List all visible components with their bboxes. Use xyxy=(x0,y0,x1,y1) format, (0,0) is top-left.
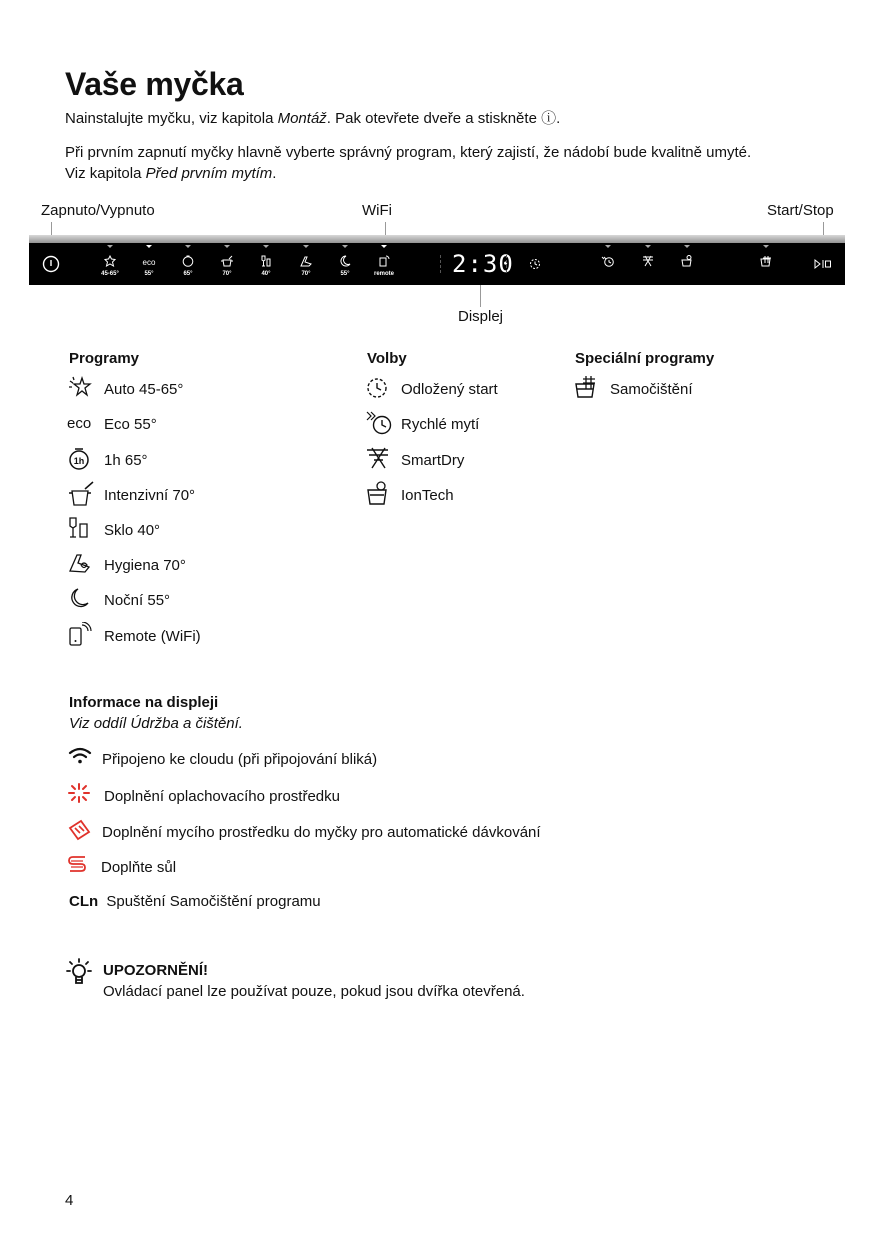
iontech-icon xyxy=(365,481,393,507)
panel-option-smartdry[interactable] xyxy=(635,243,661,285)
indicator-triangle xyxy=(303,245,309,248)
page-title: Vaše myčka xyxy=(65,66,244,102)
cln-label: Spuštění Samočištění programu xyxy=(106,893,321,910)
self-clean-icon xyxy=(759,255,773,267)
note-title: UPOZORNĚNÍ! xyxy=(103,962,208,979)
display-info-item: Doplnění oplachovacího prostředku xyxy=(67,782,667,810)
callout-start-stop: Start/Stop xyxy=(767,202,834,219)
option-item: SmartDry xyxy=(365,446,565,474)
display-info-item: Doplňte sůl xyxy=(67,853,667,881)
smartdry-icon xyxy=(641,255,655,267)
salt-icon xyxy=(67,853,95,879)
auto-icon xyxy=(103,255,117,267)
panel-special-self-clean[interactable] xyxy=(753,243,779,285)
auto-icon xyxy=(67,375,95,401)
indicator-triangle xyxy=(684,245,690,248)
program-item: Remote (WiFi) xyxy=(67,622,317,650)
pot-icon xyxy=(67,481,95,507)
panel-program-remote[interactable]: remote xyxy=(371,243,397,285)
quick-wash-icon xyxy=(601,255,615,267)
special-heading: Speciální programy xyxy=(575,350,715,367)
panel-program-auto[interactable]: 45-65° xyxy=(97,243,123,285)
chapter-reference-montaz: Montáž xyxy=(277,110,327,127)
svg-text:1h: 1h xyxy=(73,456,85,466)
iontech-icon xyxy=(680,255,694,267)
panel-program-intensive[interactable]: 70° xyxy=(214,243,240,285)
display-indicators-right xyxy=(506,255,510,273)
glass-icon xyxy=(67,516,95,542)
pot-icon xyxy=(220,255,234,267)
option-item: IonTech xyxy=(365,481,565,509)
rinse-aid-icon xyxy=(67,782,95,808)
remote-icon xyxy=(67,622,95,648)
indicator-triangle xyxy=(381,245,387,248)
display-info-subheading: Viz oddíl Údržba a čištění. xyxy=(69,715,243,732)
self-clean-icon xyxy=(574,375,602,401)
special-item: Samočištění xyxy=(574,375,774,403)
display-info-item: Doplnění mycího prostředku do myčky pro automatické dávkování xyxy=(67,818,707,846)
power-icon xyxy=(42,255,60,273)
indicator-triangle xyxy=(224,245,230,248)
indicator-triangle xyxy=(263,245,269,248)
indicator-triangle xyxy=(645,245,651,248)
chapter-reference-first-wash: Před prvním mytím xyxy=(145,165,273,182)
panel-program-eco[interactable]: eco 55° xyxy=(136,243,162,285)
indicator-triangle xyxy=(605,245,611,248)
intro-paragraph-1: Nainstalujte myčku, viz kapitola Montáž. Pak otevřete dveře a stiskněte ⓘ. xyxy=(65,110,561,127)
hygiene-icon xyxy=(67,551,95,577)
smartdry-icon xyxy=(365,446,393,472)
callout-display: Displej xyxy=(458,308,504,325)
delay-start-icon[interactable] xyxy=(529,258,541,270)
indicator-triangle xyxy=(763,245,769,248)
program-item: Auto 45-65° xyxy=(67,375,317,403)
lightbulb-icon xyxy=(64,958,96,990)
display-info-cln xyxy=(69,893,321,910)
program-item: Sklo 40° xyxy=(67,516,317,544)
eco-icon: eco xyxy=(142,258,156,267)
option-item: Odložený start xyxy=(365,375,565,403)
program-item: Noční 55° xyxy=(67,586,317,614)
panel-program-glass[interactable]: 40° xyxy=(253,243,279,285)
programs-heading: Programy xyxy=(69,350,140,367)
quick-wash-icon xyxy=(365,410,393,436)
program-item: Intenzivní 70° xyxy=(67,481,317,509)
note-text: Ovládací panel lze používat pouze, pokud jsou dvířka otevřená. xyxy=(103,983,525,1000)
control-panel xyxy=(29,243,845,285)
timer-1h-icon xyxy=(182,255,194,267)
start-stop-button[interactable] xyxy=(810,255,836,275)
panel-program-1h[interactable]: 65° xyxy=(175,243,201,285)
page-number: 4 xyxy=(65,1192,74,1209)
eco-icon: eco xyxy=(67,415,92,432)
callout-wifi: WiFi xyxy=(362,202,392,219)
wifi-icon xyxy=(67,745,95,771)
play-pause-icon xyxy=(813,258,833,270)
program-item: eco Eco 55° xyxy=(67,410,317,438)
display-info-heading: Informace na displeji xyxy=(69,694,219,711)
delay-start-icon xyxy=(365,375,393,401)
timer-1h-icon xyxy=(67,446,95,472)
panel-program-night[interactable]: 55° xyxy=(332,243,358,285)
glass-icon xyxy=(260,255,272,267)
leader-display xyxy=(480,285,481,307)
panel-option-iontech[interactable] xyxy=(674,243,700,285)
program-item: 1h 1h 65° xyxy=(67,446,317,474)
display-indicators-left xyxy=(440,255,444,273)
moon-icon xyxy=(339,255,351,267)
option-item: Rychlé mytí xyxy=(365,410,565,438)
remote-icon xyxy=(378,255,390,267)
display-time: 2:30 xyxy=(452,250,514,278)
callout-power: Zapnuto/Vypnuto xyxy=(41,202,155,219)
program-item: Hygiena 70° xyxy=(67,551,317,579)
panel-display xyxy=(434,249,514,279)
indicator-triangle xyxy=(185,245,191,248)
power-button[interactable] xyxy=(41,255,61,275)
display-info-item: Připojeno ke cloudu (při připojování bliká) xyxy=(67,745,667,773)
intro-paragraph-2: Při prvním zapnutí myčky hlavně vyberte správný program, který zajistí, že nádobí bude kvalitně umyté. Viz kapitola Před prvním mytím. xyxy=(65,144,752,182)
indicator-triangle xyxy=(342,245,348,248)
panel-program-hygiene[interactable]: 70° xyxy=(293,243,319,285)
panel-option-quick-wash[interactable] xyxy=(595,243,621,285)
options-heading: Volby xyxy=(367,350,407,367)
moon-icon xyxy=(67,586,95,612)
cln-code: CLn xyxy=(69,893,99,910)
hygiene-icon xyxy=(299,255,313,267)
indicator-triangle xyxy=(146,245,152,248)
detergent-icon xyxy=(67,818,95,844)
indicator-triangle xyxy=(107,245,113,248)
